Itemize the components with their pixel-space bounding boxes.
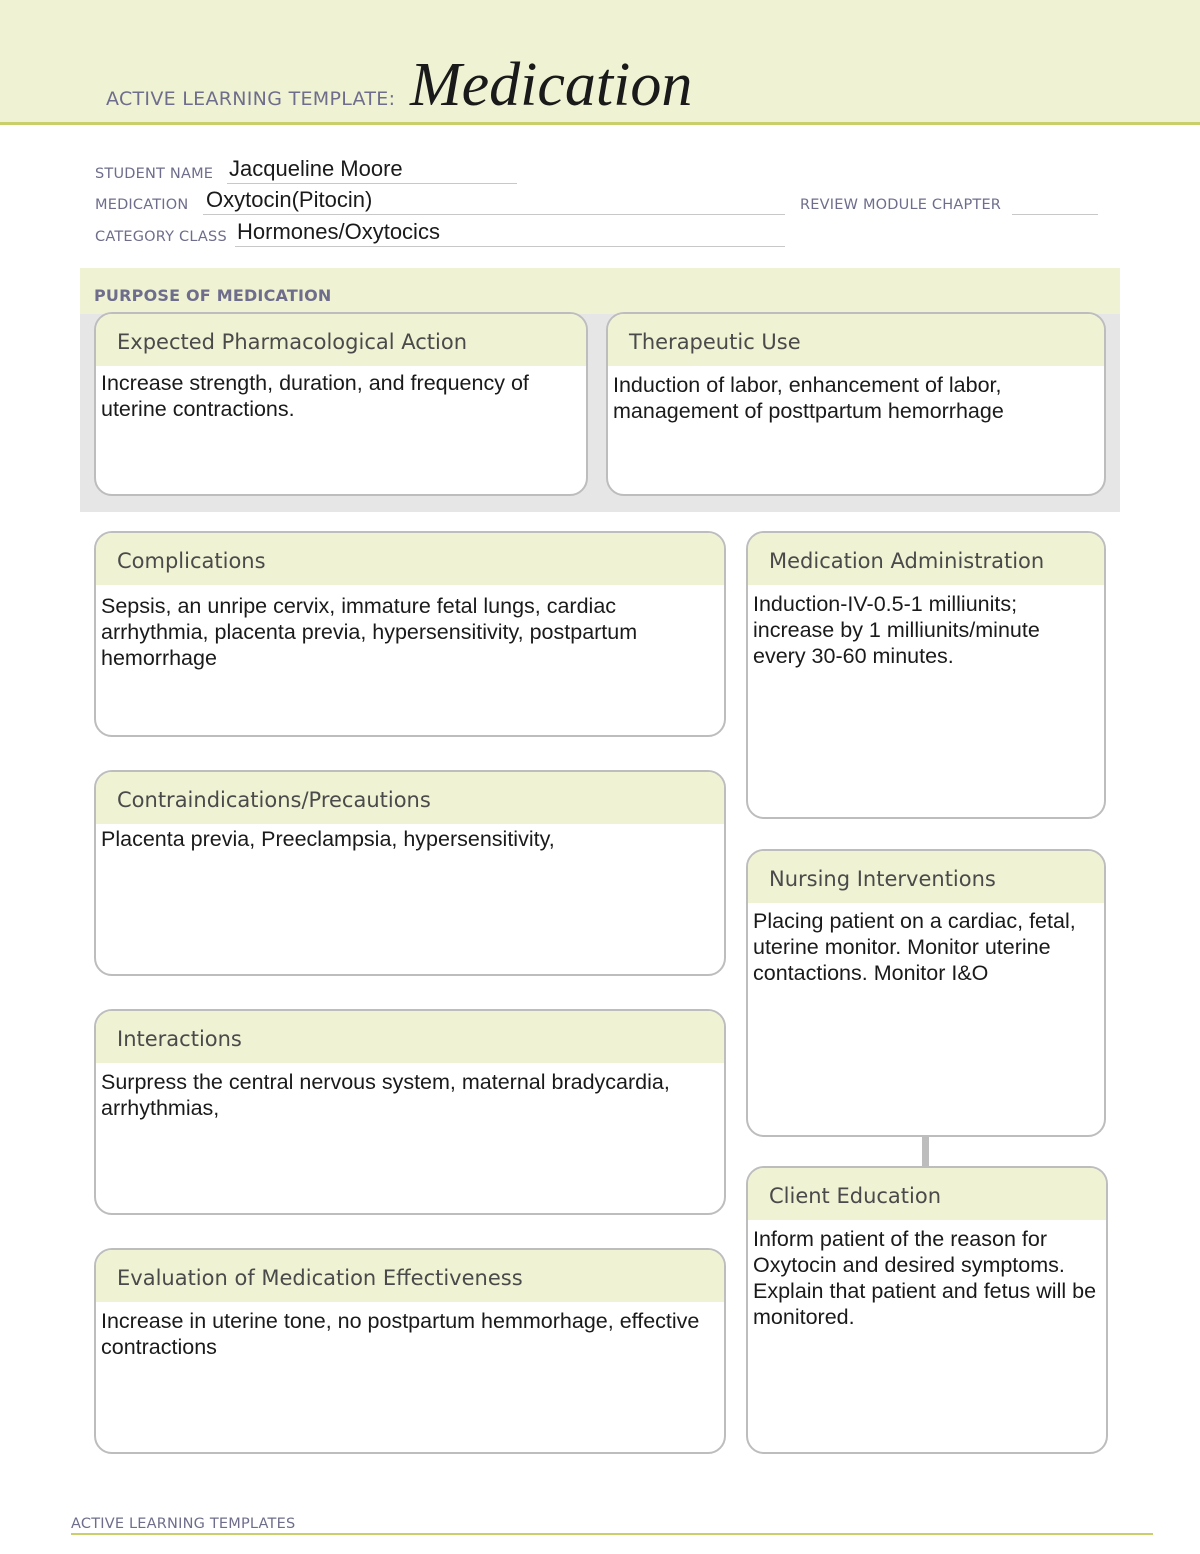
- interactions-text[interactable]: Surpress the central nervous system, maternal bradycardia, arrhythmias,: [101, 1070, 670, 1120]
- expected-action-text[interactable]: Increase strength, duration, and frequency of uterine contractions.: [101, 371, 529, 421]
- evaluation-heading: Evaluation of Medication Effectiveness: [96, 1250, 724, 1302]
- page-title: Medication: [410, 51, 693, 119]
- therapeutic-use-text[interactable]: Induction of labor, enhancement of labor, management of posttpartum hemorrhage: [613, 373, 1004, 423]
- therapeutic-use-box: [606, 312, 1106, 496]
- client-education-text[interactable]: Inform patient of the reason for Oxytocin and desired symptoms. Explain that patient and fetus will be monitored.: [753, 1227, 1097, 1329]
- footer-label: ACTIVE LEARNING TEMPLATES: [71, 1516, 296, 1532]
- connector-bar: [922, 1136, 929, 1166]
- category-class-underline: [235, 246, 785, 247]
- review-module-field: [800, 185, 1100, 215]
- nursing-interventions-text[interactable]: Placing patient on a cardiac, fetal, uterine monitor. Monitor uterine contactions. Monitor I&O: [753, 909, 1076, 985]
- interactions-box: [94, 1009, 726, 1215]
- expected-action-box: [94, 312, 588, 496]
- medication-administration-text[interactable]: Induction-IV-0.5-1 milliunits; increase by 1 milliunits/minute every 30-60 minutes.: [753, 592, 1040, 668]
- complications-text[interactable]: Sepsis, an unripe cervix, immature fetal lungs, cardiac arrhythmia, placenta previa, hypersensitivity, postpartum hemorrhage: [101, 594, 638, 670]
- medication-administration-box: [746, 531, 1106, 819]
- medication-field: [95, 185, 785, 215]
- contraindications-heading: Contraindications/Precautions: [96, 772, 724, 824]
- evaluation-box: [94, 1248, 726, 1454]
- review-module-label: REVIEW MODULE CHAPTER: [800, 197, 1002, 213]
- category-class-label: CATEGORY CLASS: [95, 229, 227, 245]
- footer-divider: [71, 1533, 1153, 1535]
- medication-label: MEDICATION: [95, 197, 189, 213]
- medication-administration-heading: Medication Administration: [748, 533, 1104, 585]
- complications-heading: Complications: [96, 533, 724, 585]
- expected-action-heading: Expected Pharmacological Action: [96, 314, 586, 366]
- purpose-title: PURPOSE OF MEDICATION: [94, 286, 332, 305]
- contraindications-text[interactable]: Placenta previa, Preeclampsia, hypersensitivity,: [101, 827, 555, 851]
- complications-box: [94, 531, 726, 737]
- category-class-value[interactable]: Hormones/Oxytocics: [237, 219, 440, 244]
- page-header: [0, 0, 1200, 125]
- nursing-interventions-box: [746, 849, 1106, 1137]
- student-name-value[interactable]: Jacqueline Moore: [229, 156, 403, 181]
- template-label: ACTIVE LEARNING TEMPLATE:: [106, 88, 396, 110]
- category-class-field: [95, 217, 785, 247]
- interactions-heading: Interactions: [96, 1011, 724, 1063]
- medication-underline: [203, 214, 785, 215]
- student-name-label: STUDENT NAME: [95, 166, 214, 182]
- client-education-box: [746, 1166, 1108, 1454]
- nursing-interventions-heading: Nursing Interventions: [748, 851, 1104, 903]
- medication-value[interactable]: Oxytocin(Pitocin): [206, 187, 373, 212]
- contraindications-box: [94, 770, 726, 976]
- student-name-field: [95, 154, 517, 184]
- client-education-heading: Client Education: [748, 1168, 1106, 1220]
- review-module-underline: [1012, 214, 1098, 215]
- evaluation-text[interactable]: Increase in uterine tone, no postpartum hemmorhage, effective contractions: [101, 1309, 700, 1359]
- therapeutic-use-heading: Therapeutic Use: [608, 314, 1104, 366]
- student-name-underline: [227, 183, 517, 184]
